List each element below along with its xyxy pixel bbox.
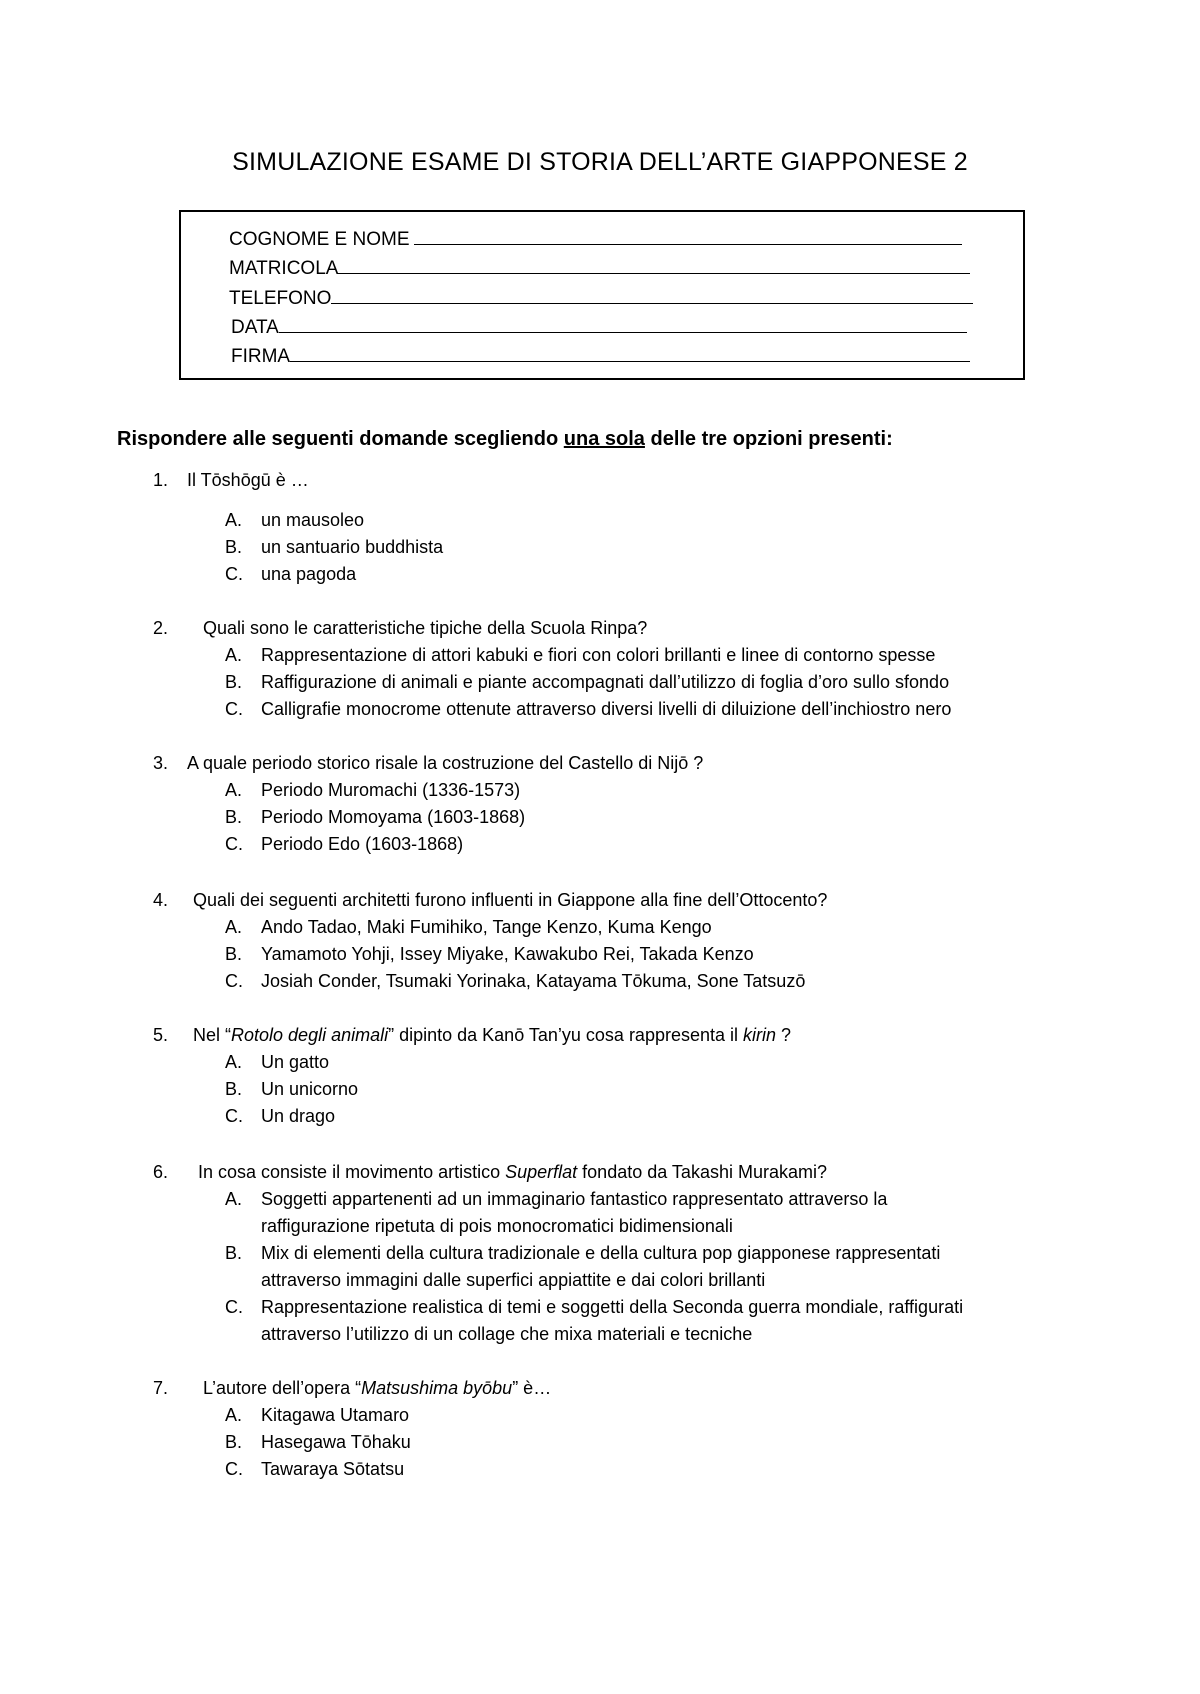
data-field[interactable]: DATA — [231, 316, 967, 339]
student-info-box — [179, 210, 1025, 380]
name-field[interactable]: COGNOME E NOME — [229, 228, 962, 251]
firma-field[interactable]: FIRMA — [231, 345, 970, 368]
page-title: SIMULAZIONE ESAME DI STORIA DELL’ARTE GIAPPONESE 2 — [232, 148, 968, 176]
matricola-field[interactable]: MATRICOLA — [229, 257, 970, 280]
instructions: Rispondere alle seguenti domande scegliendo una sola delle tre opzioni presenti: — [117, 428, 893, 450]
exam-page: SIMULAZIONE ESAME DI STORIA DELL’ARTE GIAPPONESE 2 COGNOME E NOME MATRICOLA TELEFONO DATA FIRMA Rispondere alle seguenti domande scegliendo una sola delle tre opzioni presenti: 1. Il Tōshōgū è … A. un mausoleo B. un santuario buddhista C. una pagoda 2. Quali sono le caratteristiche tipiche della Scuola Rinpa? A. Rappresentazione di attori kabuki e fiori con colori brillanti e linee di contorno spesse B. Raffigurazione di animali e piante accompagnati dall’utilizzo di foglia d’oro sullo sfondo C. Calligrafie monocrome ottenute attraverso diversi livelli di diluizione dell’inchiostro nero 3. A quale periodo storico risale la costruzione del Castello di Nijō ? A. Periodo Muromachi (1336-1573) B. Periodo Momoyama (1603-1868) C. Periodo Edo (1603-1868) 4. Quali dei seguenti architetti furono influenti in Giappone alla fine dell’Ottocento? A. Ando Tadao, Maki Fumihiko, Tange Kenzo, Kuma Kengo B. Yamamoto Yohji, Issey Miyake, Kawakubo Rei, Takada Kenzo C. Josiah Conder, Tsumaki Yorinaka, Katayama Tōkuma, Sone Tatsuzō 5. Nel “Rotolo degli animali” dipinto da Kanō Tan’yu cosa rappresenta il kirin ? A. Un gatto B. Un unicorno C. Un drago 6. In cosa consiste il movimento artistico Superflat fondato da Takashi Murakami? A. Soggetti appartenenti ad un immaginario fantastico rappresentato attraverso la raffigurazione ripetuta di pois monocromatici bidimensionali B. Mix di elementi della cultura tradizionale e della cultura pop giapponese rappresentati attraverso immagini dalle superfici appiattite e dai colori brillanti C. Rappresentazione realistica di temi e soggetti della Seconda guerra mondiale, raffigurati attraverso l’utilizzo di un collage che mixa materiali e tecniche 7. L’autore dell’opera “Matsushima byōbu” è… A. Kitagawa Utamaro B. Hasegawa Tōhaku C. Tawaraya Sōtatsu — [0, 0, 1200, 1694]
telefono-field[interactable]: TELEFONO — [229, 287, 973, 310]
